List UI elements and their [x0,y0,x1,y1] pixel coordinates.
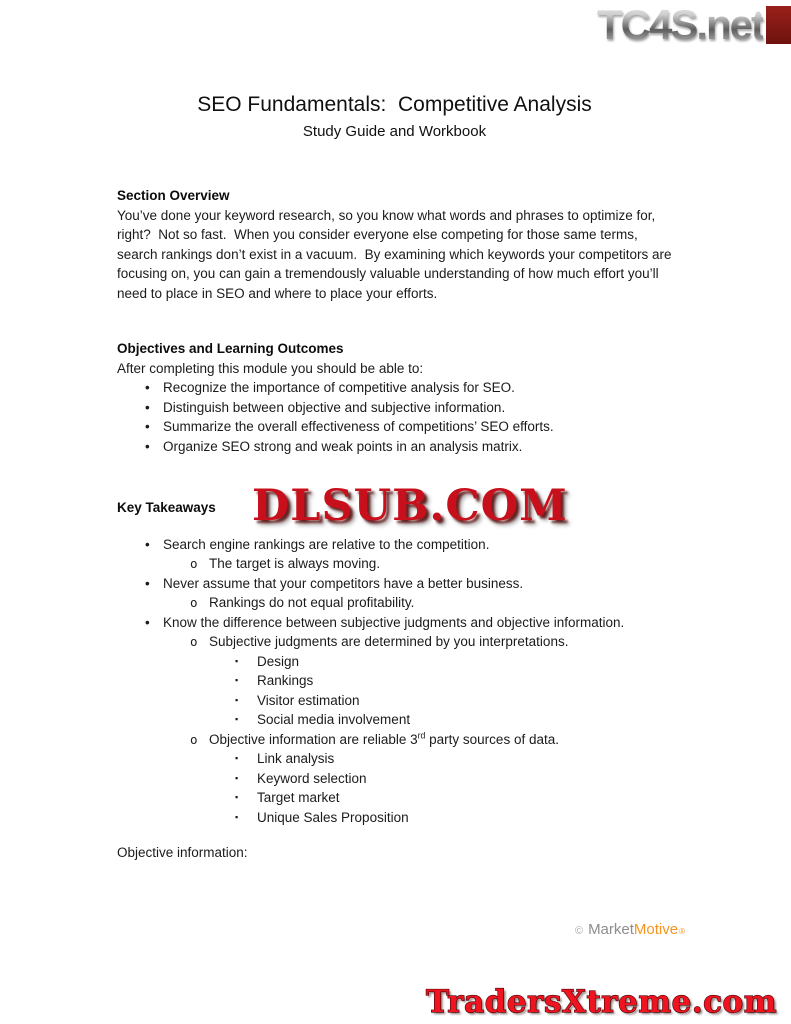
list-item-text: Never assume that your competitors have a better business. [163,575,524,591]
closing-line: Objective information: [117,845,248,860]
title-block [117,92,672,142]
list-item [117,398,672,418]
list-item-text-post: party sources of data. [425,731,559,747]
list-item [117,417,672,437]
square-bullet-icon: ▪ [235,675,239,685]
key-takeaways-list [117,535,672,828]
list-item-text: Know the difference between subjective judgments and objective information. [163,614,625,630]
bullet-icon: • [145,536,150,552]
list-item-text [209,730,559,750]
objectives-heading: Objectives and Learning Outcomes [117,341,344,356]
list-item-text: Recognize the importance of competitive analysis for SEO. [163,380,515,395]
document-content [117,92,676,863]
square-bullet-icon: ▪ [235,753,239,763]
list-item-text: Design [257,653,300,669]
square-bullet-icon: ▪ [235,714,239,724]
bullet-icon: • [145,614,150,630]
list-item [117,593,672,613]
list-item [117,808,672,828]
list-item [117,769,672,789]
list-item-text: Target market [257,790,340,805]
tc4s-logo-text: TC4S.net [596,1,763,48]
square-bullet-icon: ▪ [235,772,239,783]
square-bullet-icon: ▪ [235,811,239,822]
list-item [117,378,672,398]
key-takeaways-heading: Key Takeaways [117,500,216,515]
list-item-text: The target is always moving. [209,556,381,571]
section-overview-heading: Section Overview [117,188,230,203]
circle-bullet-icon: o [190,731,198,747]
list-item-text: Summarize the overall effectiveness of competitions’ SEO efforts. [163,419,554,434]
list-item-text: Rankings do not equal profitability. [209,595,415,610]
circle-bullet-icon: o [190,634,198,649]
list-item-text: Link analysis [257,751,335,766]
bullet-icon: • [145,380,150,395]
list-item [117,574,672,594]
list-item [117,613,672,633]
list-item-text: Unique Sales Proposition [257,809,409,825]
bullet-icon: • [145,575,150,591]
circle-bullet-icon: o [190,556,198,571]
list-item [117,730,672,750]
list-item [117,437,672,457]
square-bullet-icon: ▪ [235,655,239,666]
list-item [117,710,672,730]
bullet-icon: • [145,399,150,415]
list-item [117,652,672,672]
list-item [117,788,672,808]
list-item-text: Subjective judgments are determined by you interpretations. [209,634,569,649]
marketmotive-motive-text: Motive [633,921,679,938]
list-item [117,749,672,769]
square-bullet-icon: ▪ [235,694,239,705]
tradersxtreme-watermark: TradersXtreme.com [425,984,777,1020]
list-item-text-pre: Objective information are reliable 3 [209,731,418,747]
list-item [117,535,672,555]
tc4s-red-box [766,6,791,44]
bullet-icon: • [145,419,150,434]
bullet-icon: • [145,438,150,454]
list-item-text: Distinguish between objective and subjective information. [163,399,506,415]
page-title: SEO Fundamentals: Competitive Analysis [197,93,592,116]
objectives-intro: After completing this module you should be able to: [117,360,424,376]
square-bullet-icon: ▪ [235,792,239,802]
list-item [117,691,672,711]
circle-bullet-icon: o [190,595,198,610]
copyright-icon: © [574,925,584,937]
dlsub-watermark: DLSUB.COM [252,481,568,531]
marketmotive-logo [575,921,685,938]
objectives-section [117,339,672,456]
superscript-ordinal: rd [417,730,426,740]
tc4s-watermark [597,2,791,48]
page-subtitle: Study Guide and Workbook [302,123,487,140]
list-item [117,554,672,574]
list-item-text: Visitor estimation [257,692,360,708]
list-item-text: Rankings [257,673,314,688]
list-item-text: Social media involvement [257,712,411,727]
list-item-text: Search engine rankings are relative to the competition. [163,536,490,552]
marketmotive-market-text: Market [588,921,634,938]
list-item [117,671,672,691]
list-item [117,632,672,652]
list-item-text: Organize SEO strong and weak points in an analysis matrix. [163,438,523,454]
section-overview-body: You’ve done your keyword research, so you know what words and phrases to optimize for, right? Not so fast. When you consider everyone else competing for those same terms, search rankings don’t exist in a vacuum. By examining which keywords your competitors are focusing on, you can gain a tremendously valuable understanding of how much effort you’ll need to place in SEO and where to place your efforts. [117,207,676,301]
list-item-text: Keyword selection [257,770,367,786]
registered-mark-icon: ® [679,927,685,936]
